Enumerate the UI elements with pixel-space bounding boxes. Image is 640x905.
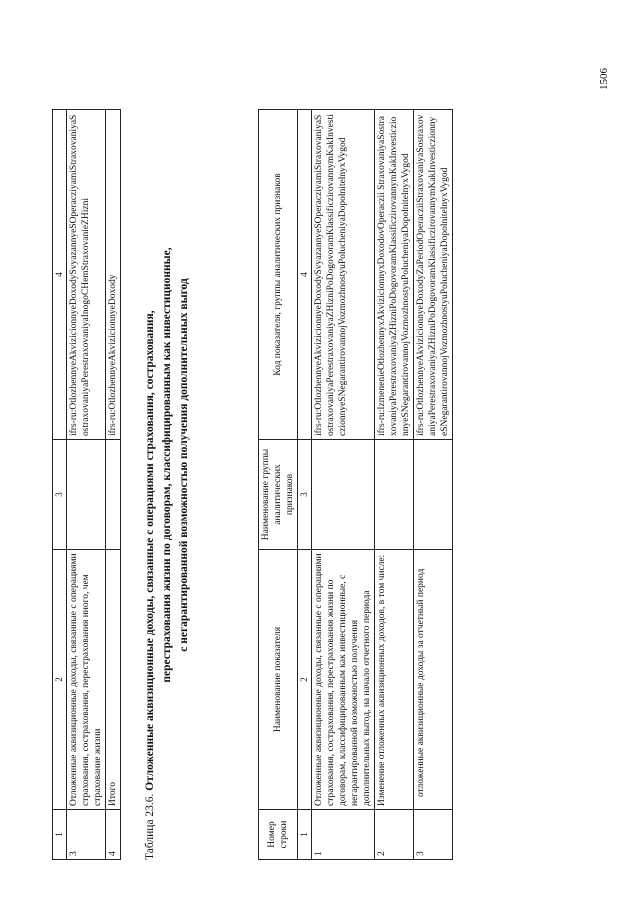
- indicator-code: ifrs-ru:IzmenenieOtlozhennyxAkvizicionnyxDoxodovOperaczii StraxovaniyaSostraxovaniyaPerestraxovaniyaZHizniPoDogovoramKlassificzirovannymKakInvesticzionnyeSNegarantirovannojVozmozhnostyuPolucheniyaDopolnitelnyxVygod: [375, 110, 414, 440]
- header-group-name: Наименование группы аналитических признаков: [259, 440, 298, 550]
- page-number: 1506: [598, 68, 610, 90]
- row-number: 1: [312, 810, 375, 860]
- indicator-name: Итого: [106, 550, 121, 810]
- caption-title-1: Отложенные аквизиционные доходы, связанные с операциями страхования, сострахования,: [144, 310, 156, 791]
- caption-prefix: Таблица 23.6.: [144, 793, 156, 860]
- col-number-1: 1: [298, 810, 312, 860]
- table-row: [106, 110, 121, 860]
- indicator-name: Отложенные аквизиционные доходы, связанные с операциями страхования, сострахования, перестрахования иного, чем страхование жизни: [67, 550, 106, 810]
- caption-title-3: с негарантированной возможностью получения дополнительных выгод: [178, 278, 190, 652]
- col-number-3: 3: [298, 440, 312, 550]
- column-number-row: [53, 110, 67, 860]
- lower-table: [258, 109, 453, 860]
- upper-table: [52, 109, 121, 860]
- col-number-3: 3: [53, 440, 67, 550]
- col-number-1: 1: [53, 810, 67, 860]
- indicator-name: Отложенные аквизиционные доходы, связанные с операциями страхования, сострахования, перестрахования жизни по договорам, классифицированным как инвестиционные, с негарантированной возможностью получения дополнительных выгод, на начало отчетного периода: [312, 550, 375, 810]
- column-number-row: [298, 110, 312, 860]
- row-number: 3: [414, 810, 453, 860]
- table-row: [67, 110, 106, 860]
- col-number-4: 4: [53, 110, 67, 440]
- group-name: [106, 440, 121, 550]
- indicator-name: отложенные аквизиционные доходы за отчетный период: [414, 550, 453, 810]
- group-name: [312, 440, 375, 550]
- group-name: [375, 440, 414, 550]
- caption-title-2: перестрахования жизни по договорам, классифицированным как инвестиционные,: [161, 247, 173, 683]
- header-row: [259, 110, 298, 860]
- row-number: 4: [106, 810, 121, 860]
- caption-line-1: [142, 70, 159, 860]
- indicator-code: ifrs-ru:OtlozhennyeAkvizicionnyeDoxodySvyazannyeSOperacziyamiStraxovaniyaSostraxovaniyaPerestraxovaniyaZHizniPoDogovoramKlassificzirovannymKakInvesticzionnyeSNegarantirovannojVozmozhnostyuPolucheniyaDopolnitelnyxVygod: [312, 110, 375, 440]
- indicator-code: ifrs-ru:OtlozhennyeAkvizicionnyeDoxodyZaPeriodOperacziiStraxovaniyaSostraxovaniyaPerestraxovaniyaZHizniPoDogovoramKlassificzirovannymKakInvesticzionnyeSNegarantirovannojVozmozhnostyuPolucheniyaDopolnitelnyxVygod: [414, 110, 453, 440]
- header-code: Код показателя, группы аналитических признаков: [259, 110, 298, 440]
- header-indicator-name: Наименование показателя: [259, 550, 298, 810]
- col-number-2: 2: [53, 550, 67, 810]
- col-number-4: 4: [298, 110, 312, 440]
- indicator-code: ifrs-ru:OtlozhennyeAkvizicionnyeDoxody: [106, 110, 121, 440]
- row-number: 3: [67, 810, 106, 860]
- row-number: 2: [375, 810, 414, 860]
- header-row-number: Номер строки: [259, 810, 298, 860]
- table-row: [375, 110, 414, 860]
- indicator-name: Изменение отложенных аквизиционных доходов, в том числе:: [375, 550, 414, 810]
- indicator-code: ifrs-ru:OtlozhennyeAkvizicionnyeDoxodySvyazannyeSOperacziyamiStraxovaniyaSostraxovaniyaPerestraxovaniyaInogoCHemStraxovanieZHizni: [67, 110, 106, 440]
- table-caption: [142, 70, 193, 860]
- table-row: [312, 110, 375, 860]
- group-name: [414, 440, 453, 550]
- table-row: [414, 110, 453, 860]
- col-number-2: 2: [298, 550, 312, 810]
- group-name: [67, 440, 106, 550]
